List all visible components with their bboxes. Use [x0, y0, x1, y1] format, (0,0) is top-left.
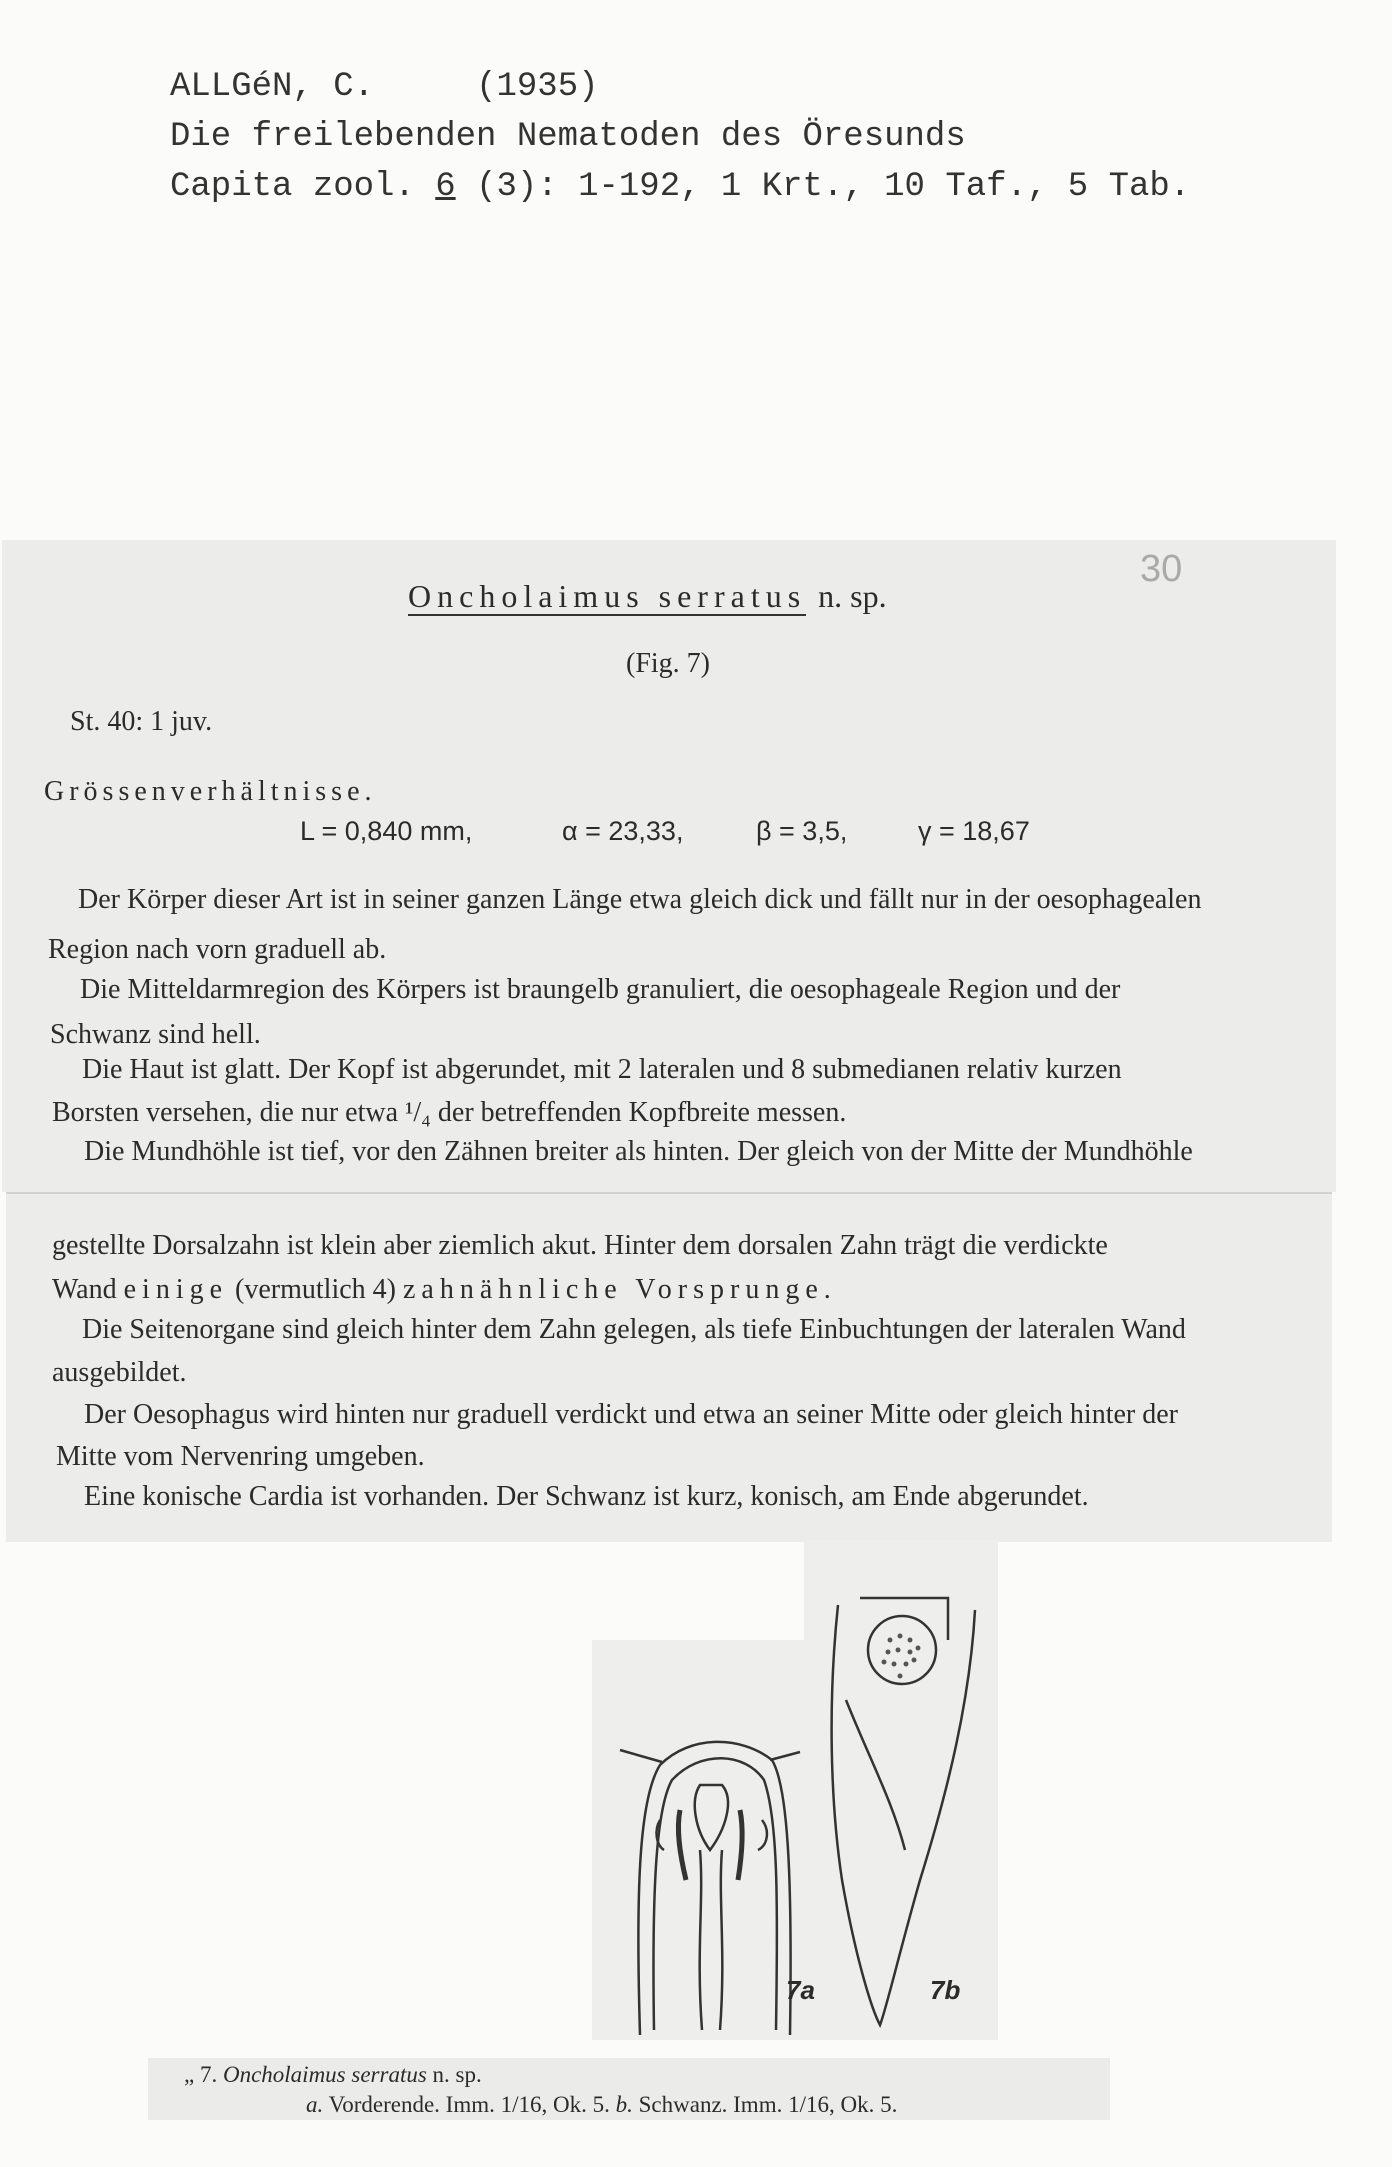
paragraph-line: Borsten versehen, die nur etwa ¹/₄ der betreffenden Kopfbreite messen.	[52, 1097, 847, 1128]
caption-species: Oncholaimus serratus	[222, 2062, 427, 2087]
species-suffix: n. sp.	[818, 578, 887, 614]
oesophagus-line	[720, 1850, 722, 2030]
paragraph-line: Die Mundhöhle ist tief, vor den Zähnen breiter als hinten. Der gleich von der Mitte der Mundhöhle	[84, 1136, 1193, 1167]
caption-a-marker: a.	[306, 2092, 324, 2117]
volume: 6	[435, 168, 456, 206]
caption-a-text: Vorderende. Imm. 1/16, Ok. 5.	[328, 2092, 610, 2117]
station-info: St. 40: 1 juv.	[70, 706, 213, 737]
measure-length: L = 0,840 mm,	[300, 816, 473, 846]
title-line: Die freilebenden Nematoden des Öresunds	[170, 118, 966, 156]
caption-suffix: n. sp.	[432, 2062, 482, 2087]
caption-b-marker: b.	[615, 2092, 633, 2117]
paragraph-line: Eine konische Cardia ist vorhanden. Der Schwanz ist kurz, konisch, am Ende abgerundet.	[84, 1481, 1089, 1512]
paragraph-line: gestellte Dorsalzahn ist klein aber ziemlich akut. Hinter dem dorsalen Zahn trägt die verdickte	[52, 1230, 1108, 1261]
figure-label-7a: 7a	[786, 1975, 815, 2005]
paragraph-line: Der Körper dieser Art ist in seiner ganzen Länge etwa gleich dick und fällt nur in der oesophagealen	[78, 884, 1202, 915]
figure-label-7b: 7b	[930, 1975, 961, 2005]
species-name: Oncholaimus serratus	[408, 578, 807, 614]
measure-alpha: α = 23,33,	[562, 816, 684, 846]
spaced-word: zahnähnliche Vorsprunge.	[403, 1274, 837, 1305]
paragraph-line: Die Seitenorgane sind gleich hinter dem Zahn gelegen, als tiefe Einbuchtungen der lateralen Wand	[82, 1314, 1186, 1345]
journal: Capita zool.	[170, 168, 415, 206]
year: (1935)	[476, 68, 599, 106]
tail-outline	[832, 1605, 975, 2025]
word: Wand	[52, 1274, 117, 1305]
tail-inner	[846, 1700, 905, 1850]
paragraph-line: Mitte vom Nervenring umgeben.	[56, 1441, 425, 1472]
paragraph-line: Region nach vorn graduell ab.	[48, 934, 387, 965]
measure-beta: β = 3,5,	[756, 816, 848, 846]
paragraph-line: ausgebildet.	[52, 1357, 187, 1388]
caption-b-text: Schwanz. Imm. 1/16, Ok. 5.	[638, 2092, 898, 2117]
mouth-cavity	[695, 1785, 728, 1850]
spaced-word: einige	[123, 1274, 229, 1305]
paragraph-line: Die Haut ist glatt. Der Kopf ist abgerundet, mit 2 lateralen und 8 submedianen relativ kurzen	[82, 1054, 1122, 1085]
seta-left	[620, 1750, 662, 1762]
amphid	[758, 1820, 767, 1850]
caption-line-2	[306, 2092, 897, 2118]
measure-gamma: γ = 18,67	[918, 816, 1030, 846]
author: ALLGéN, C.	[170, 68, 375, 106]
head-inner-outline	[653, 1758, 776, 2030]
pages-info: (3): 1-192, 1 Krt., 10 Taf., 5 Tab.	[476, 168, 1191, 206]
caption-prefix: „ 7.	[184, 2062, 218, 2087]
size-heading: Grössenverhältnisse.	[44, 776, 377, 807]
tooth	[738, 1810, 742, 1880]
word: (vermutlich 4)	[235, 1274, 396, 1305]
tooth	[678, 1810, 686, 1880]
seta-right	[770, 1752, 800, 1760]
caption-line-1	[184, 2062, 482, 2088]
paragraph-line: Schwanz sind hell.	[50, 1019, 261, 1050]
oesophagus-line	[700, 1850, 702, 2030]
paragraph-line: Die Mitteldarmregion des Körpers ist braungelb granuliert, die oesophageale Region und der	[80, 974, 1121, 1005]
page-number-stamp: 30	[1140, 548, 1183, 590]
paragraph-line: Der Oesophagus wird hinten nur graduell verdickt und etwa an seiner Mitte oder gleich hinter der	[84, 1399, 1178, 1430]
cardia-disc	[868, 1616, 936, 1684]
figure-reference: (Fig. 7)	[626, 648, 710, 679]
